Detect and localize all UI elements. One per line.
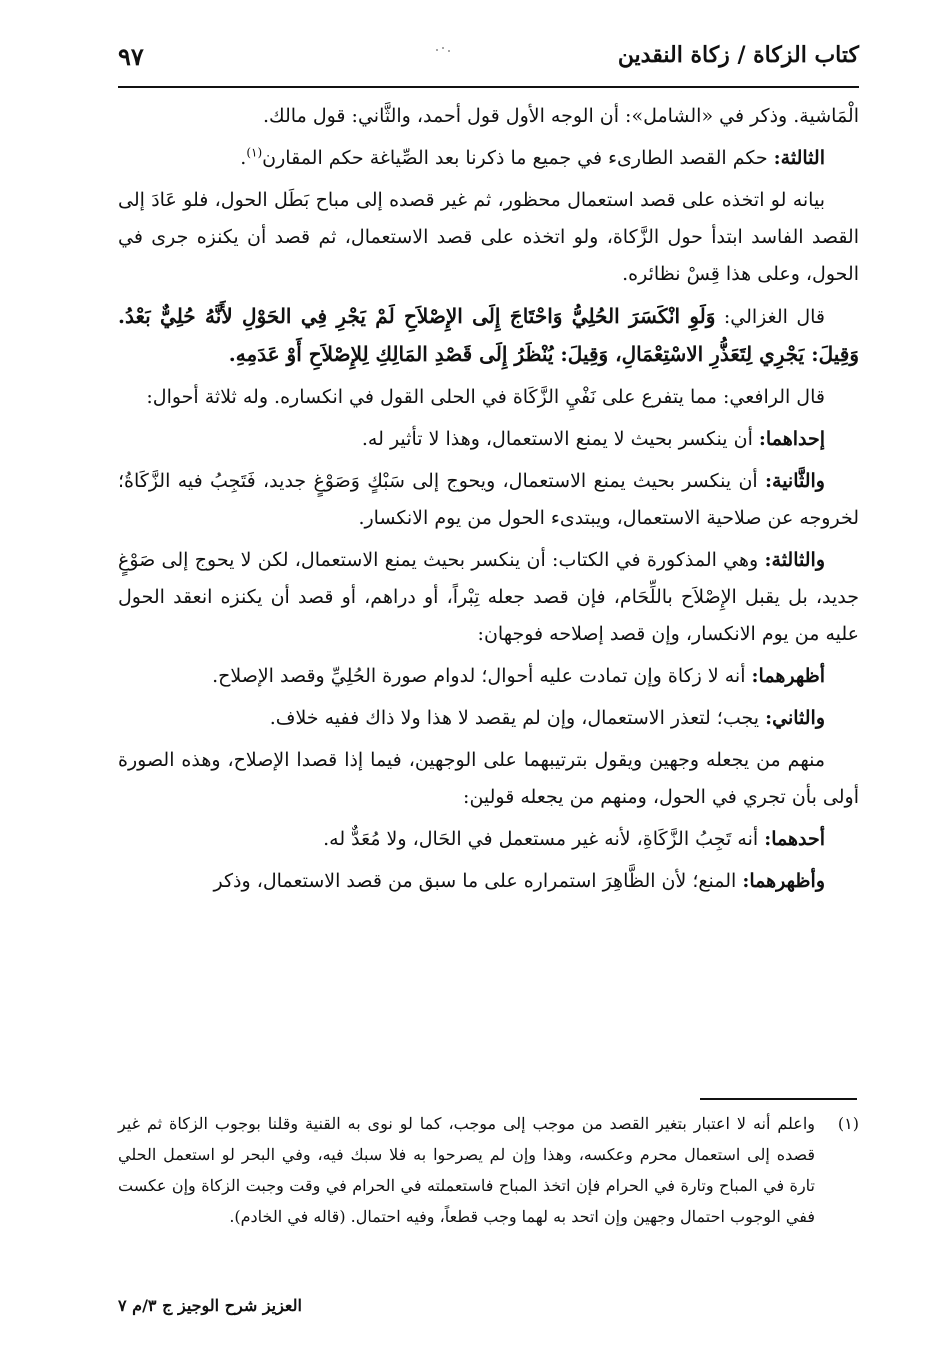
- page-number: ٩٧: [118, 42, 144, 71]
- paragraph-text: أنه لا زكاة وإن تمادت عليه أحوال؛ لدوام صورة الحُلِيِّ وقصد الإصلاح.: [212, 665, 746, 687]
- paragraph-lead: والثَّانية:: [765, 470, 825, 492]
- paragraph-text: منهم من يجعله وجهين ويقول بترتيبهما على الوجهين، فيما إذا قصدا الإصلاح، وهذه الصورة أولى بأن تجري في الحول، ومنهم من يجعله قولين:: [118, 749, 859, 808]
- header-rule: [118, 86, 859, 88]
- quoted-matn: وَلَوِ انْكَسَرَ الحُلِيُّ وَاحْتَاجَ إِلَى الإِصْلاَحِ لَمْ يَجْرِ فِي الحَوْلِ لأَنَّهُ حُلِيٌّ بَعْدُ. وَقِيلَ: يَجْرِي لِتَعَذُّرِ الاسْتِعْمَالِ، وَقِيلَ: يُنْظَرُ إِلَى قَصْدِ المَالِكِ لِلإِصْلاَحِ أَوْ عَدَمِهِ.: [118, 304, 859, 366]
- paragraph-lead: إحداهما:: [758, 428, 825, 450]
- paragraph-text: وهي المذكورة في الكتاب: أن ينكسر بحيث يمنع الاستعمال، لكن لا يحوج إلى صَوْغٍ جديد، بل يقبل الإِصْلاَح باللِّحَام، فإن قصد جعله تِبْراً، أو دراهم، أو قصد أن يكنزه انعقد الحول عليه من يوم الانكسار، وإن قصد إصلاحه فوجهان:: [118, 549, 859, 645]
- paragraph-lead: أحدهما:: [764, 828, 825, 850]
- paragraph-text: أنه تَجِبُ الزَّكَاةِ، لأنه غير مستعمل في الحَال، ولا مُعَدٌّ له.: [323, 828, 759, 850]
- footnote-rule: [700, 1098, 857, 1100]
- paragraph: [118, 863, 859, 900]
- main-text: [118, 98, 859, 905]
- paragraph-text: أن ينكسر بحيث يمنع الاستعمال، ويحوج إلى سَبْكٍ وَصَوْغٍ جديد، فَتَجِبُ فيه الزَّكَاةُ؛ لخروجه عن صلاحية الاستعمال، ويبتدىء الحول من يوم الانكسار.: [118, 470, 859, 529]
- printer-signature: العزيز شرح الوجيز ج ٣/م ٧: [118, 1296, 302, 1315]
- paragraph-text: بيانه لو اتخذه على قصد استعمال محظور، ثم غير قصده إلى مباح بَطَل الحول، فلو عَادَ إلى القصد الفاسد ابتدأ حول الزَّكاة، ولو اتخذه على قصد الاستعمال، ثم قصد أن يكنزه جرى في الحول، وعلى هذا قِسْ نظائره.: [118, 189, 859, 285]
- paragraph-text: أن ينكسر بحيث لا يمنع الاستعمال، وهذا لا تأثير له.: [361, 428, 753, 450]
- paragraph: [118, 182, 859, 293]
- footnote-reference: (١): [246, 145, 263, 160]
- paragraph-lead: وأظهرهما:: [742, 870, 825, 892]
- paragraph-text: قال الغزالي:: [723, 306, 825, 328]
- footnote-number: (١): [837, 1114, 859, 1133]
- header-title: كتاب الزكاة / زكاة النقدين: [617, 42, 859, 68]
- paragraph-end: .: [240, 147, 247, 169]
- paragraph-text: قال الرافعي: مما يتفرع على نَفْيِ الزَّكَاة في الحلى القول في انكساره. وله ثلاثة أحوال:: [146, 386, 825, 408]
- paragraph: [118, 463, 859, 537]
- paragraph-text: حكم القصد الطارىء في جميع ما ذكرنا بعد الصِّياغة حكم المقارن: [262, 147, 768, 169]
- paragraph-lead: أظهرهما:: [751, 665, 825, 687]
- paragraph: [118, 98, 859, 135]
- paragraph: [118, 140, 859, 177]
- paragraph-lead: والثاني:: [765, 707, 825, 729]
- paragraph-lead: والثالثة:: [764, 549, 825, 571]
- paragraph: [118, 421, 859, 458]
- paragraph: [118, 821, 859, 858]
- paragraph: [118, 298, 859, 374]
- paragraph: [118, 742, 859, 816]
- paragraph-lead: الثالثة:: [773, 147, 825, 169]
- paragraph: [118, 542, 859, 653]
- paragraph: [118, 658, 859, 695]
- paragraph: [118, 700, 859, 737]
- paragraph-text: يجب؛ لتعذر الاستعمال، وإن لم يقصد لا هذا ولا ذاك ففيه خلاف.: [269, 707, 760, 729]
- footnote-text: واعلم أنه لا اعتبار بتغير القصد من موجب إلى موجب، كما لو نوى به القنية وقلنا بوجوب الزكاة ثم غير قصده إلى استعمال محرم وعكسه، وهذا وإن لم يصرحوا به فلا سبك فيه، وفي البحر لو استعمل الحلي تارة في المباح وتارة في الحرام فإن اتخذ المباح فاستعملته في الحرام في وقت وجبت الزكاة وإن عكست ففي الوجوب احتمال وجهين وإن اتحد به لهما وجب قطعاً، وفيه احتمال. (قاله في الخادم).: [118, 1114, 816, 1226]
- paragraph-text: الْمَاشية. وذكر في «الشامل»: أن الوجه الأول قول أحمد، والثَّاني: قول مالك.: [262, 105, 859, 127]
- footnotes: [118, 1108, 859, 1232]
- running-header: [118, 36, 859, 80]
- paragraph: [118, 379, 859, 416]
- paragraph-text: المنع؛ لأن الظَّاهِرَ استمراره على ما سبق من قصد الاستعمال، وذكر: [213, 870, 737, 892]
